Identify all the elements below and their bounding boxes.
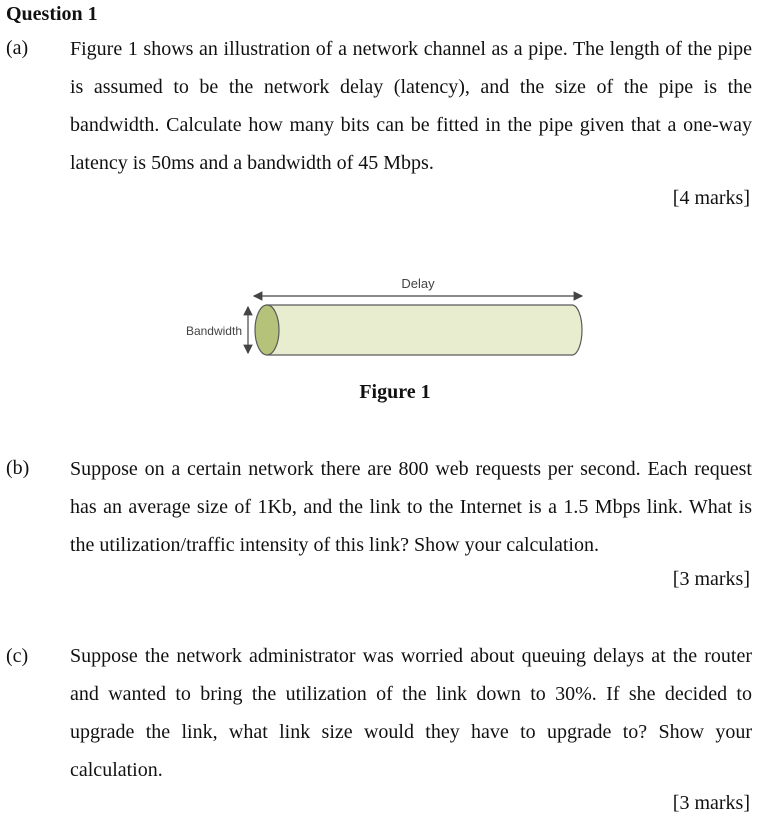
figure-caption: Figure 1 [359,381,431,403]
pipe-end [255,305,279,355]
figure-1 [170,270,590,365]
part-c-marks: [3 marks] [672,792,750,814]
part-b-marks: [3 marks] [672,568,750,590]
pipe-diagram [170,270,590,365]
part-a-marks: [4 marks] [672,187,750,209]
part-a-label: (a) [6,37,29,59]
pipe-body [267,305,582,355]
part-b-label: (b) [6,457,30,479]
part-a-text: Figure 1 shows an illustration of a network channel as a pipe. The length of the pipe is assumed to be the network delay (latency), and the size of the pipe is the bandwidth. Calculate how many bits can be fitted in the pipe given that a one-way latency is 50ms and a bandwidth of 45 Mbps. [70,38,752,174]
part-c-label: (c) [6,645,29,667]
delay-label: Delay [401,276,435,291]
part-b-text: Suppose on a certain network there are 800 web requests per second. Each request has an average size of 1Kb, and the link to the Internet is a 1.5 Mbps link. What is the utilization/traffic intensity of this link? Show your calculation. [70,458,752,556]
question-title: Question 1 [6,3,98,25]
bandwidth-label: Bandwidth [185,324,242,338]
part-c-text: Suppose the network administrator was worried about queuing delays at the router and wanted to bring the utilization of the link down to 30%. If she decided to upgrade the link, what link size would they have to upgrade to? Show your calculation. [70,645,752,781]
